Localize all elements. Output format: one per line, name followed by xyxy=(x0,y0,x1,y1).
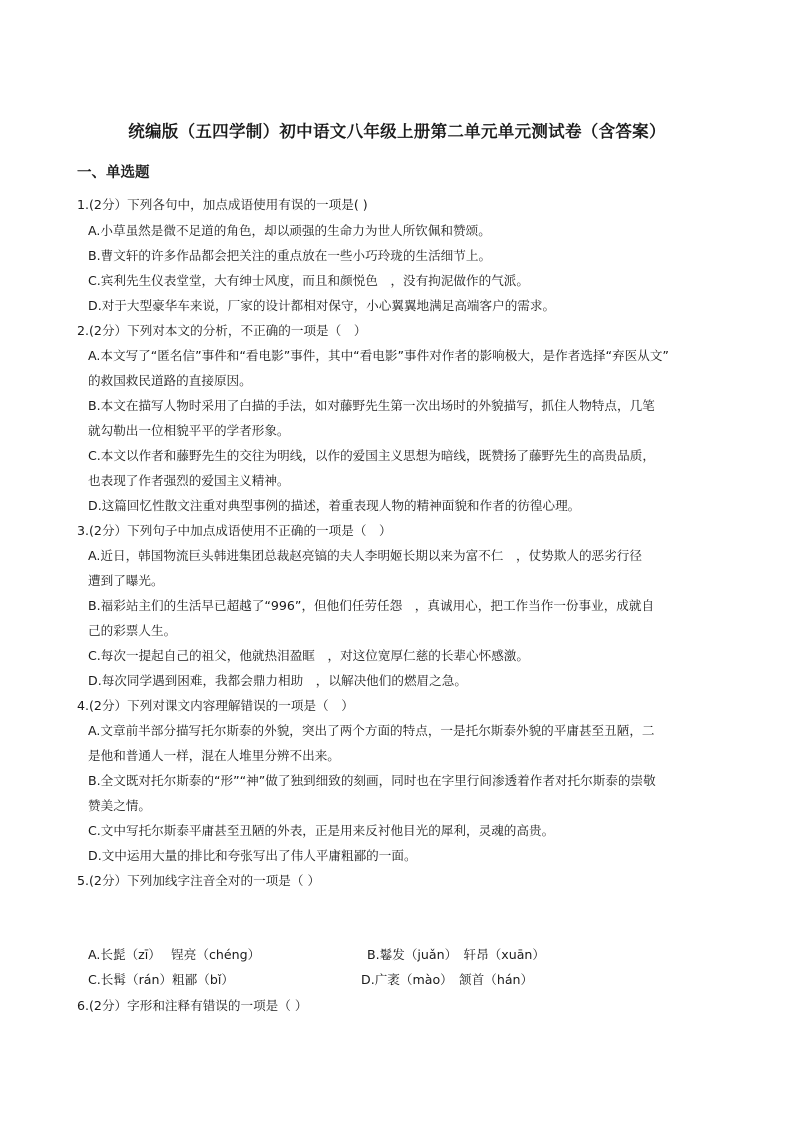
question-3-option-c: C.每次一提起自己的祖父，他就热泪盈眶 ，对这位宽厚仁慈的长辈心怀感激。 xyxy=(88,648,529,663)
question-5-stem: 5.(2分）下列加线字注音全对的一项是（ ） xyxy=(77,873,321,888)
question-5-option-c: C.长髯（rán）粗鄙（bǐ） xyxy=(88,972,234,987)
question-4-option-a: A.文章前半部分描写托尔斯泰的外貌，突出了两个方面的特点，一是托尔斯泰外貌的平庸甚至丑陋，二 xyxy=(88,723,655,738)
question-4-option-b: B.全文既对托尔斯泰的“形”“神”做了独到细致的刻画，同时也在字里行间渗透着作者对托尔斯泰的崇敬 xyxy=(88,773,656,788)
question-5-option-b: B.鬈发（juǎn） 轩昂（xuān） xyxy=(367,947,546,962)
question-3-option-a: A.近日，韩国物流巨头韩进集团总裁赵亮镐的夫人李明姬长期以来为富不仁 ，仗势欺人的恶劣行径 xyxy=(88,548,642,563)
question-3-stem: 3.(2分）下列句子中加点成语使用不正确的一项是（ ） xyxy=(77,523,392,538)
document-title: 统编版（五四学制）初中语文八年级上册第二单元单元测试卷（含答案） xyxy=(128,122,666,141)
question-2-option-a: A.本文写了“匿名信”事件和“看电影”事件，其中“看电影”事件对作者的影响极大，是作者选择“弃医从文” xyxy=(88,348,669,363)
question-2-option-c-cont: 也表现了作者强烈的爱国主义精神。 xyxy=(88,473,290,488)
question-6-stem: 6.(2分）字形和注释有错误的一项是（ ） xyxy=(77,998,308,1013)
question-3-option-b-cont: 己的彩票人生。 xyxy=(88,623,177,638)
question-1-option-a: A.小草虽然是微不足道的角色，却以顽强的生命力为世人所钦佩和赞颂。 xyxy=(88,223,491,238)
question-5-option-a: A.长髭（zī） 锃亮（chéng） xyxy=(88,947,261,962)
question-5-option-d: D.广袤（mào） 颔首（hán） xyxy=(361,972,534,987)
question-2-option-a-cont: 的救国救民道路的直接原因。 xyxy=(88,373,252,388)
question-3-option-a-cont: 遭到了曝光。 xyxy=(88,573,164,588)
question-4-stem: 4.(2分）下列对课文内容理解错误的一项是（ ） xyxy=(77,698,354,713)
question-1-option-c: C.宾利先生仪表堂堂，大有绅士风度，而且和颜悦色 ，没有拘泥做作的气派。 xyxy=(88,273,529,288)
question-2-stem: 2.(2分）下列对本文的分析，不正确的一项是（ ） xyxy=(77,323,367,338)
question-2-option-c: C.本文以作者和藤野先生的交往为明线，以作的爱国主义思想为暗线，既赞扬了藤野先生的高贵品质， xyxy=(88,448,655,463)
question-3-option-d: D.每次同学遇到困难，我都会鼎力相助 ，以解决他们的燃眉之急。 xyxy=(88,673,467,688)
question-4-option-b-cont: 赞美之情。 xyxy=(88,798,151,813)
question-4-option-c: C.文中写托尔斯泰平庸甚至丑陋的外表，正是用来反衬他目光的犀利，灵魂的高贵。 xyxy=(88,823,555,838)
question-4-option-a-cont: 是他和普通人一样，混在人堆里分辨不出来。 xyxy=(88,748,340,763)
question-2-option-d: D.这篇回忆性散文注重对典型事例的描述，着重表现人物的精神面貌和作者的彷徨心理。 xyxy=(88,498,581,513)
question-1-stem: 1.(2分）下列各句中，加点成语使用有误的一项是( ) xyxy=(77,197,368,212)
question-2-option-b: B.本文在描写人物时采用了白描的手法，如对藤野先生第一次出场时的外貌描写，抓住人物特点，几笔 xyxy=(88,398,655,413)
question-4-option-d: D.文中运用大量的排比和夸张写出了伟人平庸粗鄙的一面。 xyxy=(88,848,417,863)
question-3-option-b: B.福彩站主们的生活早已超越了“996”，但他们任劳任怨 ，真诚用心，把工作当作一份事业，成就自 xyxy=(88,598,655,613)
question-1-option-b: B.曹文轩的许多作品都会把关注的重点放在一些小巧玲珑的生活细节上。 xyxy=(88,248,492,263)
section-heading: 一、单选题 xyxy=(77,165,150,181)
question-1-option-d: D.对于大型豪华车来说，厂家的设计都相对保守，小心翼翼地满足高端客户的需求。 xyxy=(88,298,556,313)
question-2-option-b-cont: 就勾勒出一位相貌平平的学者形象。 xyxy=(88,423,290,438)
